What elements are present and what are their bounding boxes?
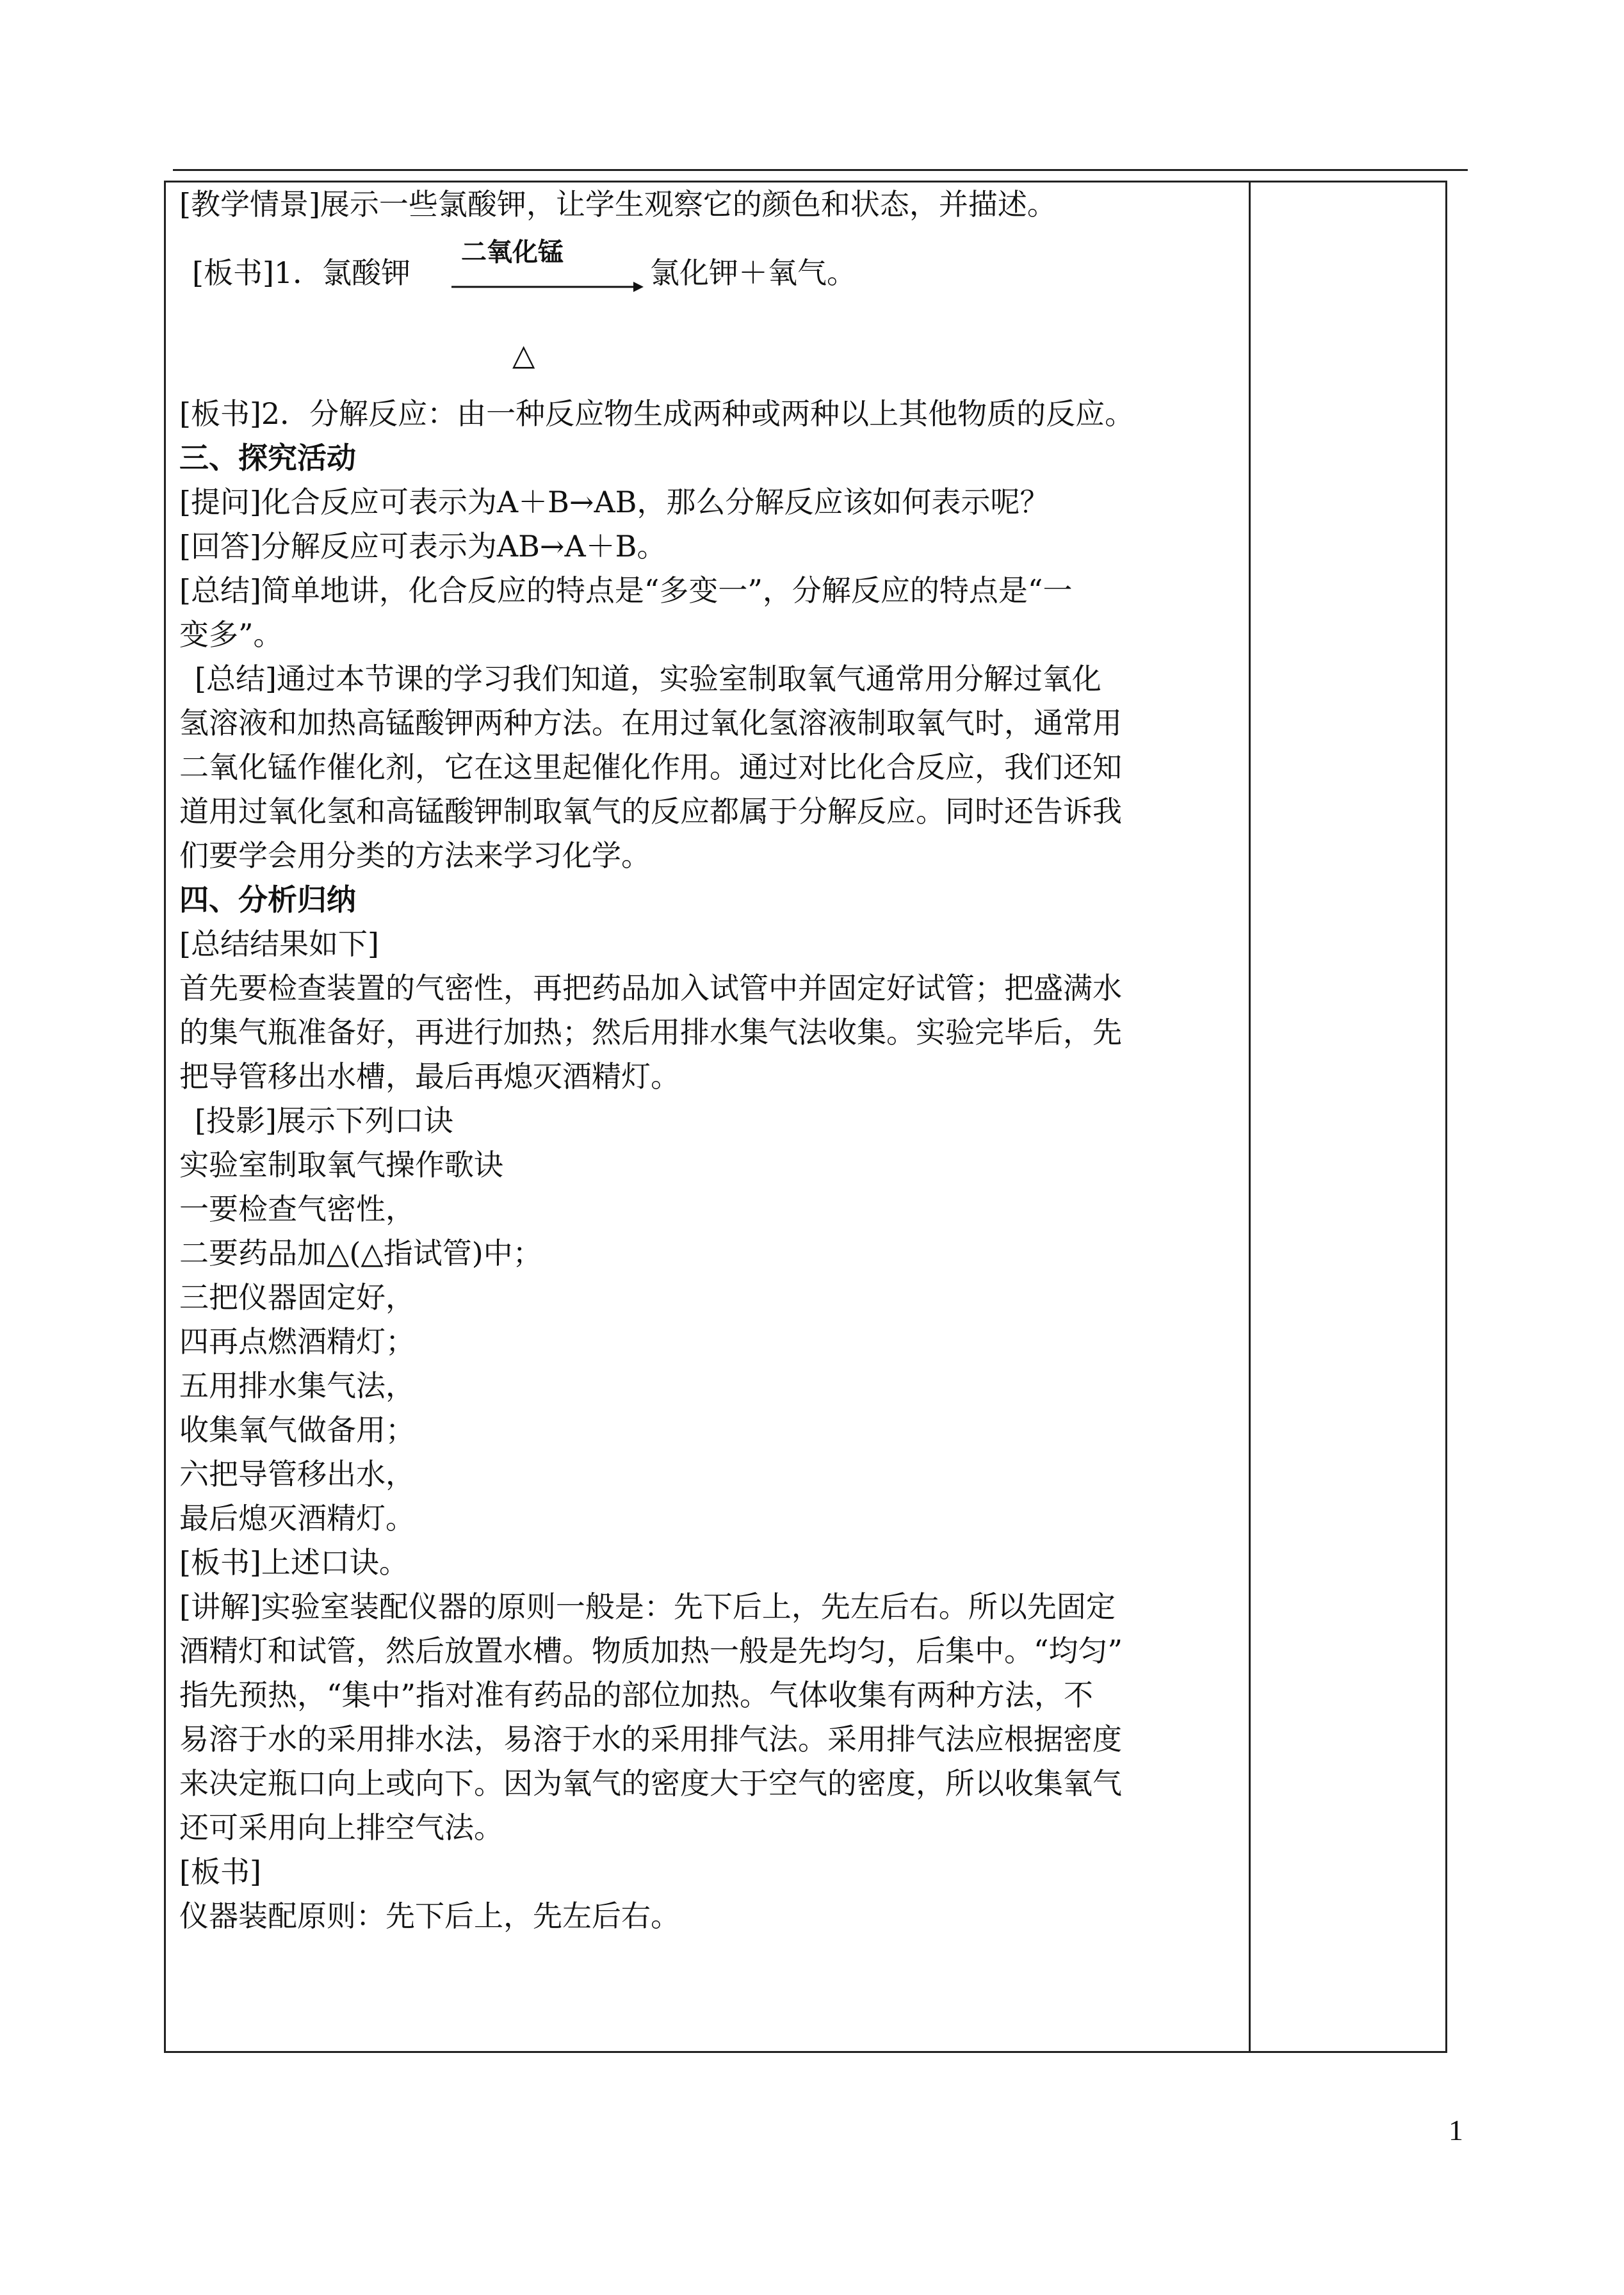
verse-line: 最后熄灭酒精灯。 bbox=[179, 1501, 415, 1536]
verse-title: 实验室制取氧气操作歌诀 bbox=[179, 1148, 503, 1182]
equation-products: 氯化钾＋氧气。 bbox=[650, 255, 856, 290]
text-line: 首先要检查装置的气密性，再把药品加入试管中并固定好试管；把盛满水 bbox=[179, 971, 1122, 1005]
section-heading: 三、探究活动 bbox=[179, 441, 356, 475]
text-line: 仪器装配原则：先下后上，先左后右。 bbox=[179, 1899, 680, 1933]
verse-line: 一要检查气密性， bbox=[179, 1192, 415, 1226]
text-line: [总结]简单地讲，化合反应的特点是“多变一”，分解反应的特点是“一 bbox=[179, 573, 1073, 608]
equation-heat-condition bbox=[179, 315, 1242, 392]
section-heading: 四、分析归纳 bbox=[179, 882, 356, 917]
equation-reactant: [板书]1．氯酸钾 bbox=[192, 255, 411, 290]
text-line: [总结]通过本节课的学习我们知道，实验室制取氧气通常用分解过氧化 bbox=[195, 661, 1101, 696]
heat-triangle: △ bbox=[512, 337, 535, 372]
header-rule bbox=[173, 169, 1468, 171]
text-line: 道用过氧化氢和高锰酸钾制取氧气的反应都属于分解反应。同时还告诉我 bbox=[179, 794, 1122, 829]
text-line: [板书]上述口诀。 bbox=[179, 1545, 409, 1580]
equation-catalyst: 二氧化锰 bbox=[461, 237, 564, 267]
text-line: [板书]2．分解反应：由一种反应物生成两种或两种以上其他物质的反应。 bbox=[179, 396, 1135, 431]
text-line: [总结结果如下] bbox=[179, 927, 379, 961]
chemical-equation bbox=[179, 238, 1242, 315]
page-number: 1 bbox=[1449, 2114, 1463, 2146]
text-line: 酒精灯和试管，然后放置水槽。物质加热一般是先均匀，后集中。“均匀” bbox=[179, 1634, 1123, 1668]
verse-line: 四再点燃酒精灯； bbox=[179, 1324, 415, 1359]
table-column-divider bbox=[1249, 181, 1251, 2053]
verse-line: 五用排水集气法， bbox=[179, 1368, 415, 1403]
verse-line: 二要药品加△(△指试管)中； bbox=[179, 1236, 542, 1270]
text-line: [教学情景]展示一些氯酸钾，让学生观察它的颜色和状态，并描述。 bbox=[179, 187, 1057, 222]
verse-line: 收集氧气做备用； bbox=[179, 1413, 415, 1447]
text-line: [回答]分解反应可表示为AB→A＋B。 bbox=[179, 529, 667, 564]
text-line: [提问]化合反应可表示为A＋B→AB，那么分解反应该如何表示呢？ bbox=[179, 485, 1050, 519]
text-line: 的集气瓶准备好，再进行加热；然后用排水集气法收集。实验完毕后，先 bbox=[179, 1015, 1122, 1050]
text-line: [投影]展示下列口诀 bbox=[195, 1103, 453, 1138]
text-line: [板书] bbox=[179, 1854, 261, 1889]
text-line: 们要学会用分类的方法来学习化学。 bbox=[179, 838, 651, 873]
text-line: 易溶于水的采用排水法，易溶于水的采用排气法。采用排气法应根据密度 bbox=[179, 1722, 1122, 1756]
text-line: 二氧化锰作催化剂，它在这里起催化作用。通过对比化合反应，我们还知 bbox=[179, 750, 1122, 784]
text-line: 变多”。 bbox=[179, 617, 283, 652]
text-line: 还可采用向上排空气法。 bbox=[179, 1810, 503, 1845]
reaction-arrow-icon bbox=[451, 278, 644, 296]
text-line: 氢溶液和加热高锰酸钾两种方法。在用过氧化氢溶液制取氧气时，通常用 bbox=[179, 706, 1122, 740]
text-line: 把导管移出水槽，最后再熄灭酒精灯。 bbox=[179, 1059, 680, 1094]
text-line: [讲解]实验室装配仪器的原则一般是：先下后上，先左后右。所以先固定 bbox=[179, 1589, 1116, 1624]
verse-line: 三把仪器固定好， bbox=[179, 1280, 415, 1315]
text-line: 指先预热，“集中”指对准有药品的部位加热。气体收集有两种方法，不 bbox=[179, 1678, 1094, 1712]
lesson-content bbox=[179, 182, 1242, 1938]
text-line: 来决定瓶口向上或向下。因为氧气的密度大于空气的密度，所以收集氧气 bbox=[179, 1766, 1122, 1801]
verse-line: 六把导管移出水， bbox=[179, 1457, 415, 1491]
